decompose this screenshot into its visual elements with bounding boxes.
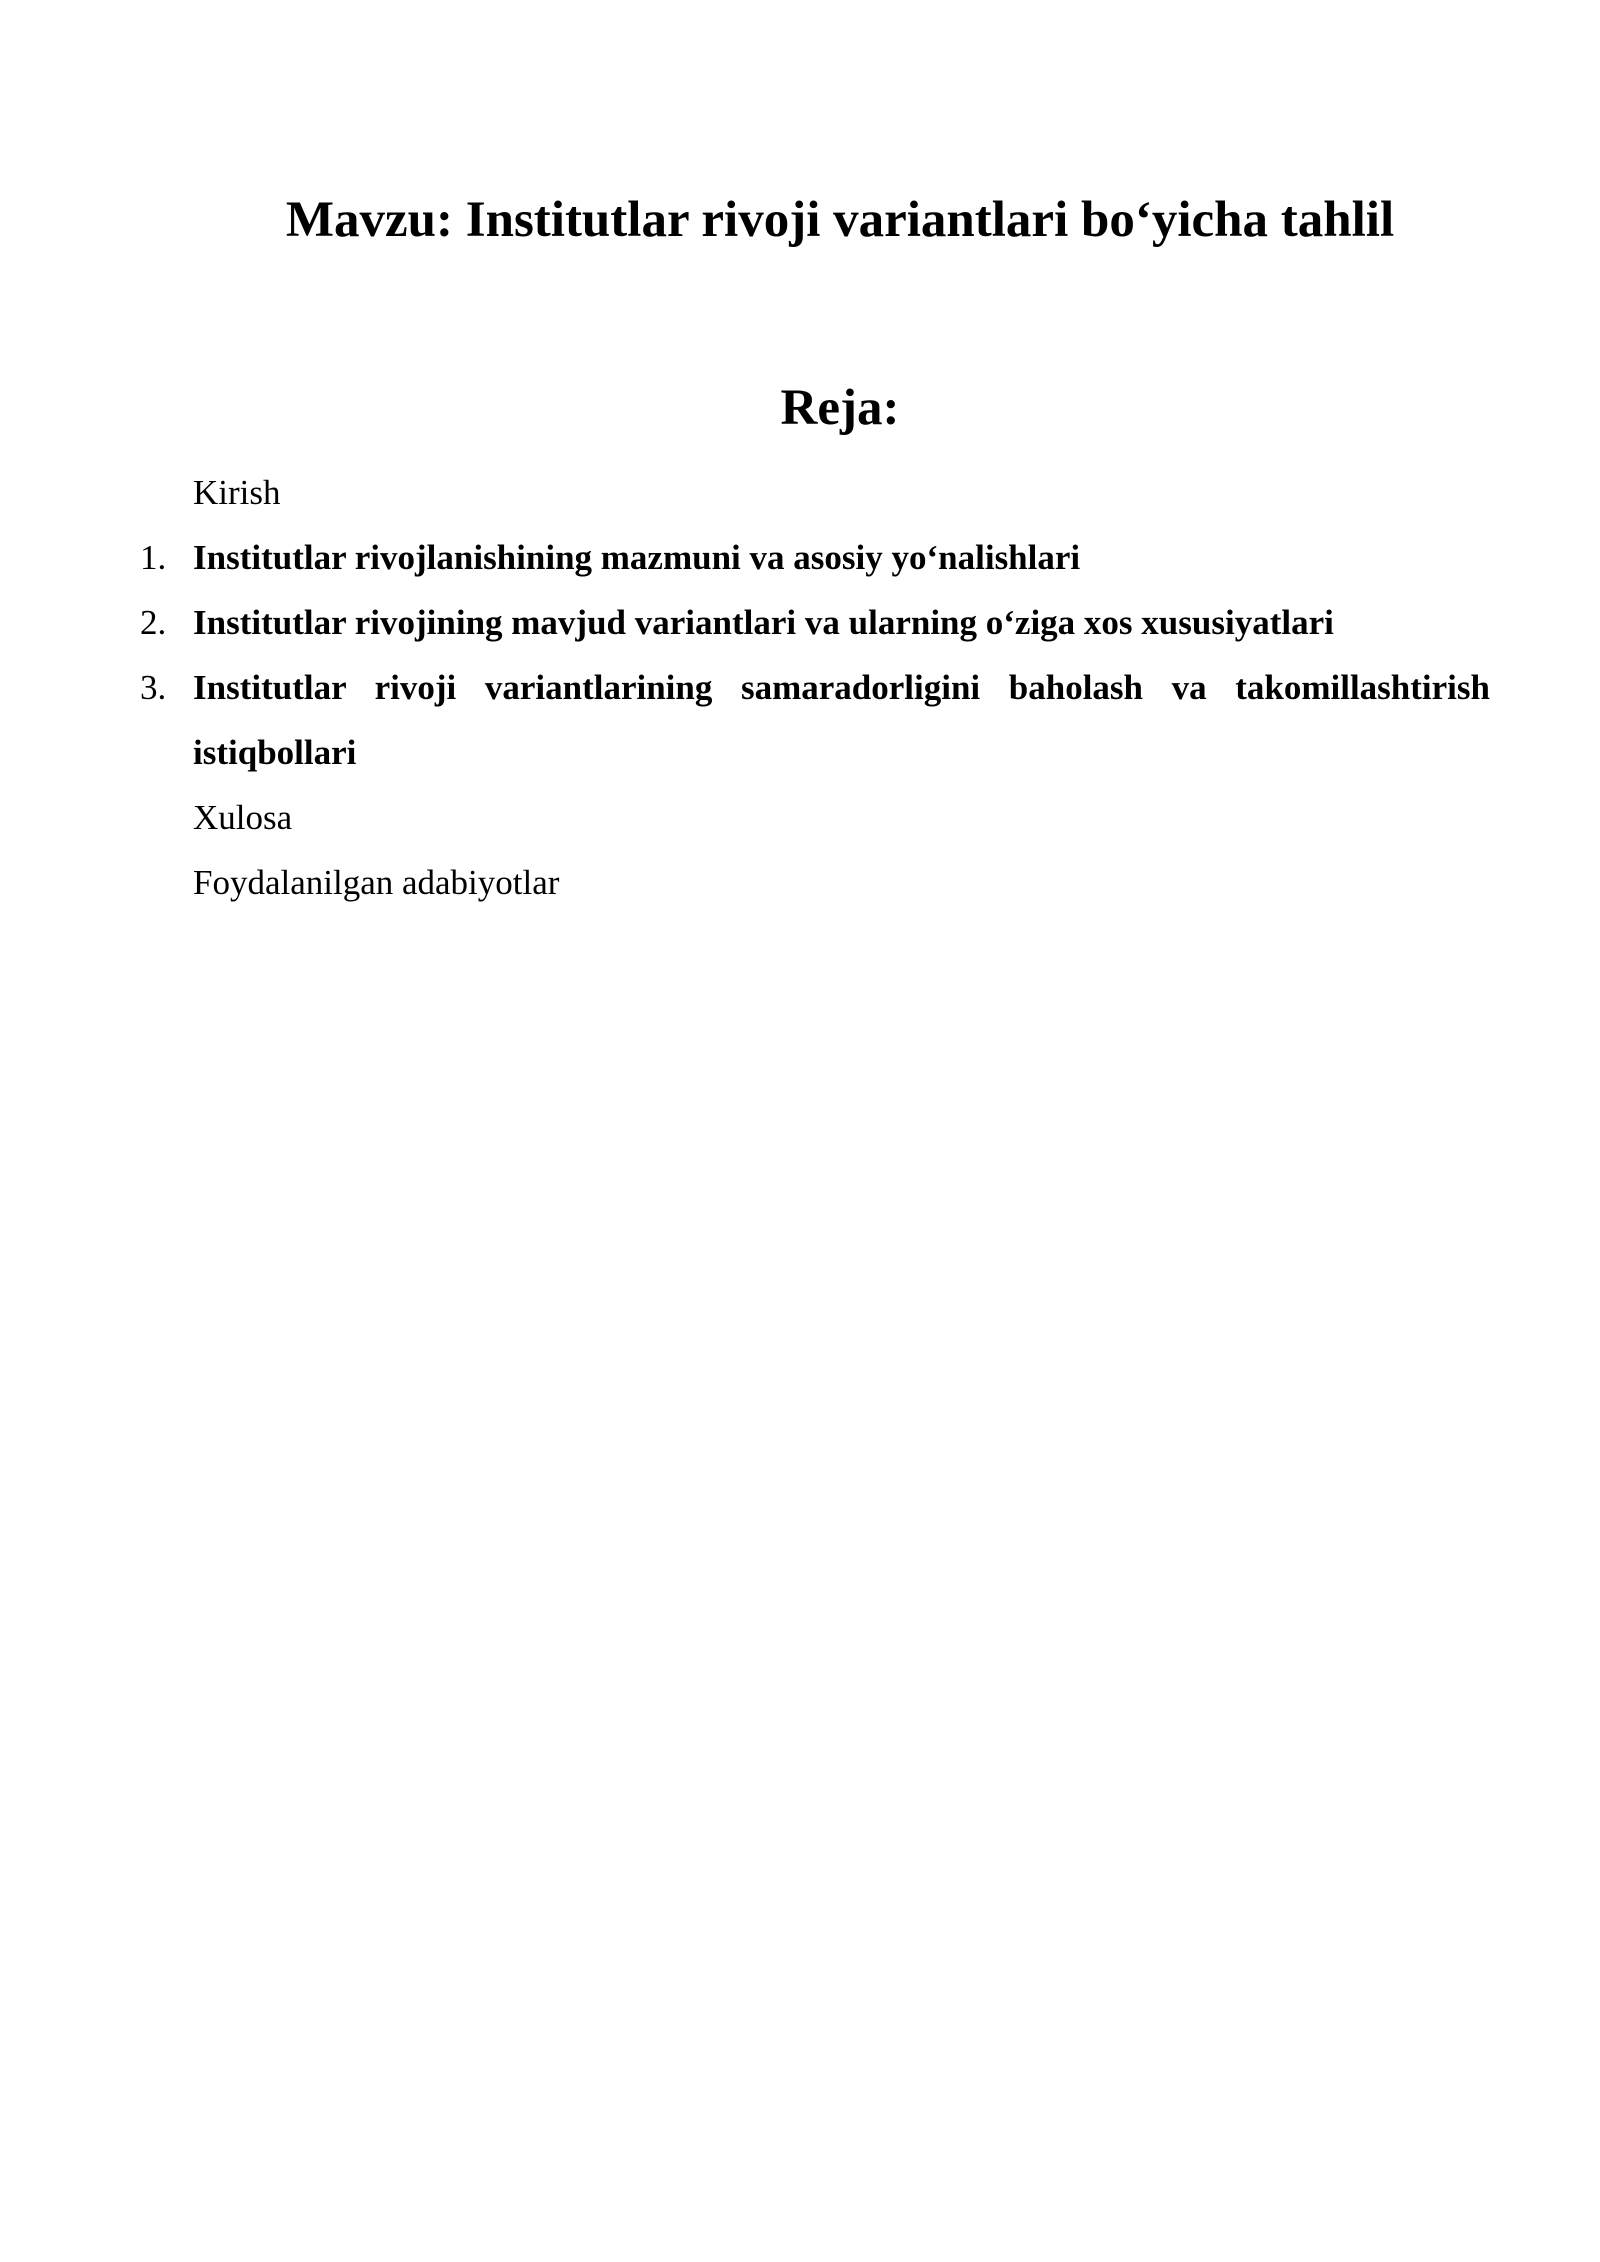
plan-list (140, 460, 1490, 915)
plan-item-2 (140, 590, 1490, 655)
plan-conclusion (140, 785, 1490, 850)
plan-item-number: 3. (140, 668, 167, 707)
plan-item-number: 1. (140, 538, 167, 577)
plan-item-text: Institutlar rivojining mavjud variantlari va ularning o‘ziga xos xususiyatlari (193, 603, 1334, 642)
plan-heading: Reja: (780, 380, 900, 436)
plan-conclusion-text: Xulosa (193, 798, 293, 837)
plan-intro-text: Kirish (193, 473, 281, 512)
plan-references (140, 850, 1490, 915)
plan-item-3 (140, 655, 1490, 785)
plan-item-text: Institutlar rivojlanishining mazmuni va asosiy yo‘nalishlari (193, 538, 1081, 577)
plan-references-text: Foydalanilgan adabiyotlar (193, 863, 560, 902)
plan-item-number: 2. (140, 603, 167, 642)
plan-intro (140, 460, 1490, 525)
plan-item-text: Institutlar rivoji variantlarining samaradorligini baholash va takomillashtirish istiqbollari (193, 668, 1490, 772)
page-title: Mavzu: Institutlar rivoji variantlari bo‘yicha tahlil (285, 192, 1395, 248)
plan-item-1 (140, 525, 1490, 590)
